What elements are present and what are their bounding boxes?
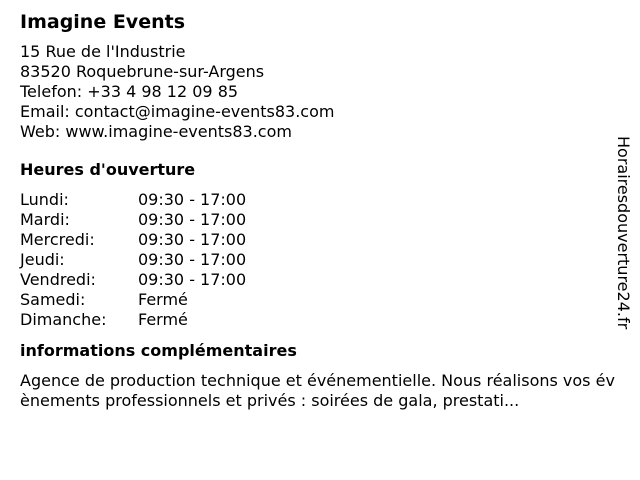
hours-day: Mercredi: (20, 230, 95, 249)
hours-day: Dimanche: (20, 310, 107, 329)
hours-row (20, 310, 600, 330)
phone-label: Telefon: (20, 82, 83, 101)
hours-row (20, 270, 600, 290)
info-description: Agence de production technique et événementielle. Nous réalisons vos évènements professionnels et privés : soirées de gala, prestati... (20, 371, 615, 410)
hours-row (20, 250, 600, 270)
hours-day: Lundi: (20, 190, 69, 209)
business-card (20, 10, 615, 411)
email-value: contact@imagine-events83.com (74, 102, 335, 121)
phone-line (20, 82, 600, 102)
hours-time: 09:30 - 17:00 (138, 230, 247, 249)
hours-time: 09:30 - 17:00 (138, 190, 247, 209)
address-street: 15 Rue de l'Industrie (20, 42, 186, 61)
hours-row (20, 230, 600, 250)
info-heading: informations complémentaires (20, 341, 297, 360)
hours-day: Vendredi: (20, 270, 96, 289)
web-value: www.imagine-events83.com (65, 122, 292, 141)
hours-time: 09:30 - 17:00 (138, 250, 247, 269)
business-name: Imagine Events (20, 11, 185, 33)
hours-time: Fermé (138, 310, 188, 329)
hours-time: 09:30 - 17:00 (138, 270, 247, 289)
email-label: Email: (20, 102, 70, 121)
web-line (20, 122, 600, 142)
site-watermark: Horairesdouverture24.fr (614, 136, 633, 330)
address-city: 83520 Roquebrune-sur-Argens (20, 62, 265, 81)
phone-value: +33 4 98 12 09 85 (87, 82, 239, 101)
hours-time: Fermé (138, 290, 188, 309)
hours-day: Samedi: (20, 290, 86, 309)
hours-row (20, 290, 600, 310)
hours-day: Jeudi: (20, 250, 65, 269)
email-line (20, 102, 600, 122)
hours-day: Mardi: (20, 210, 70, 229)
hours-row (20, 210, 600, 230)
hours-time: 09:30 - 17:00 (138, 210, 247, 229)
web-label: Web: (20, 122, 61, 141)
hours-table (20, 190, 600, 330)
hours-heading: Heures d'ouverture (20, 160, 196, 179)
hours-row (20, 190, 600, 210)
